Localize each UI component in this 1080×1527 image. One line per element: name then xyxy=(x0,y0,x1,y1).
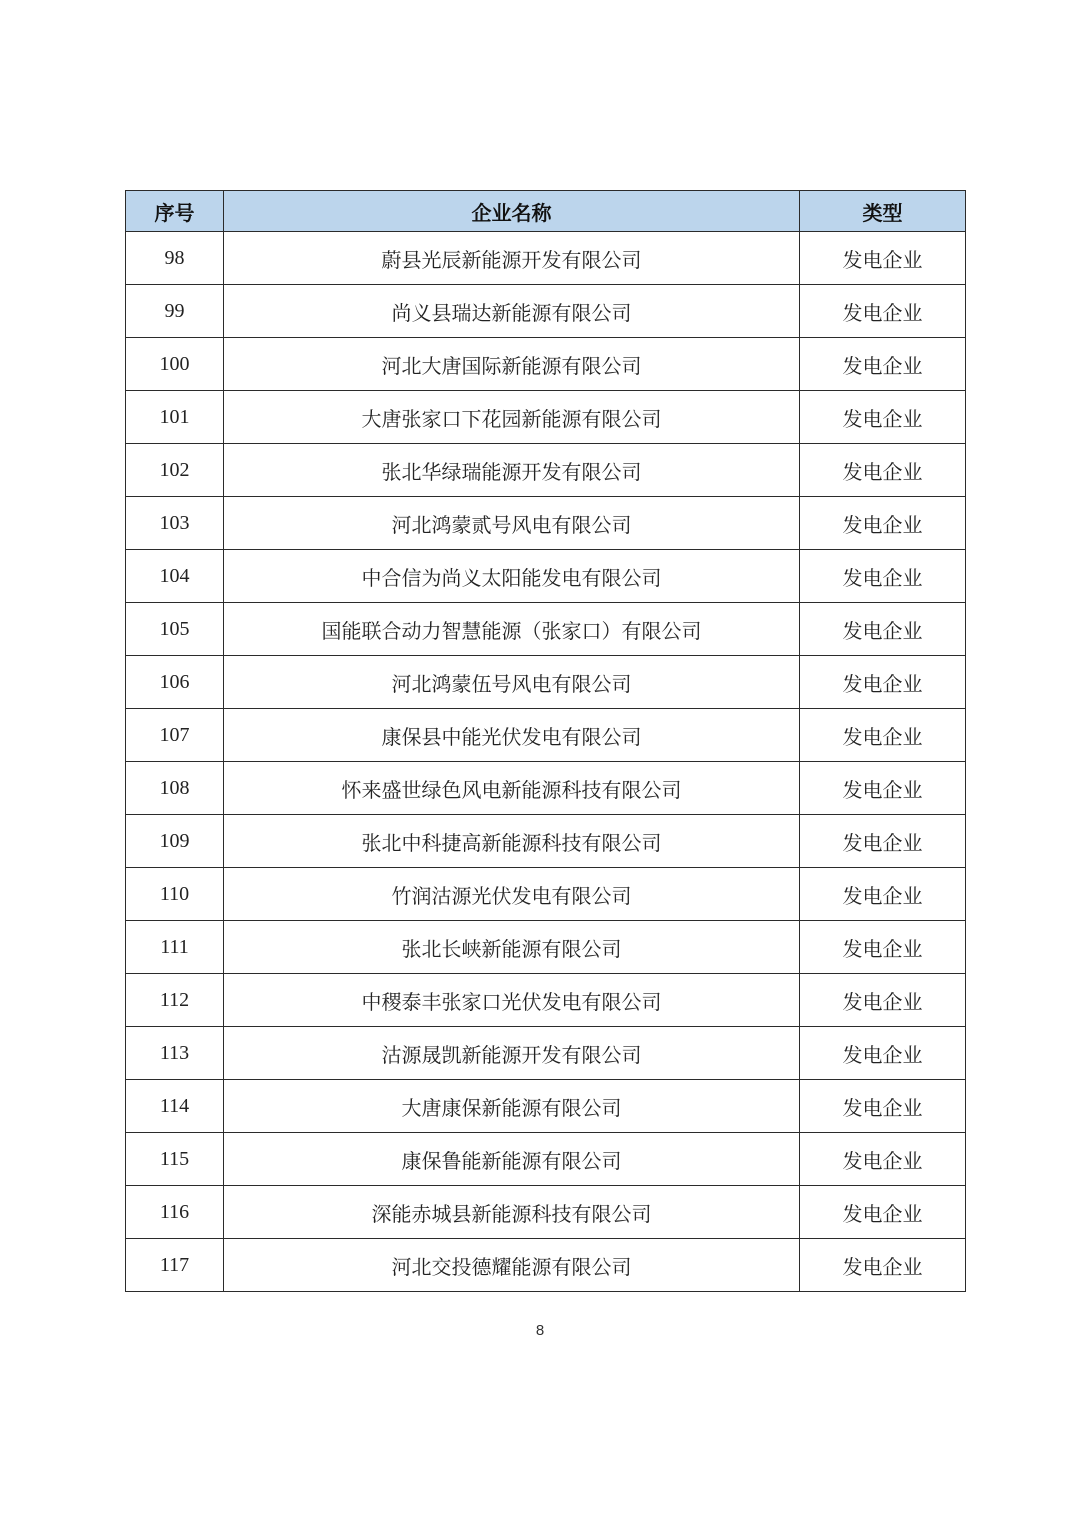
company-type: 发电企业 xyxy=(800,232,966,285)
enterprise-table xyxy=(125,190,966,1292)
table-row xyxy=(126,1133,966,1186)
row-number: 110 xyxy=(126,868,224,921)
table-row xyxy=(126,550,966,603)
company-name: 康保鲁能新能源有限公司 xyxy=(224,1133,800,1186)
company-type: 发电企业 xyxy=(800,1186,966,1239)
table-row xyxy=(126,444,966,497)
row-number: 111 xyxy=(126,921,224,974)
company-name: 康保县中能光伏发电有限公司 xyxy=(224,709,800,762)
company-name: 河北鸿蒙贰号风电有限公司 xyxy=(224,497,800,550)
company-name: 国能联合动力智慧能源（张家口）有限公司 xyxy=(224,603,800,656)
row-number: 99 xyxy=(126,285,224,338)
company-name: 张北中科捷高新能源科技有限公司 xyxy=(224,815,800,868)
company-type: 发电企业 xyxy=(800,868,966,921)
table-row xyxy=(126,815,966,868)
table-row xyxy=(126,338,966,391)
row-number: 108 xyxy=(126,762,224,815)
table-row xyxy=(126,762,966,815)
company-name: 深能赤城县新能源科技有限公司 xyxy=(224,1186,800,1239)
row-number: 109 xyxy=(126,815,224,868)
company-name: 中稷泰丰张家口光伏发电有限公司 xyxy=(224,974,800,1027)
table-row xyxy=(126,1027,966,1080)
row-number: 114 xyxy=(126,1080,224,1133)
company-name: 中合信为尚义太阳能发电有限公司 xyxy=(224,550,800,603)
company-name: 大唐张家口下花园新能源有限公司 xyxy=(224,391,800,444)
company-name: 河北大唐国际新能源有限公司 xyxy=(224,338,800,391)
header-no: 序号 xyxy=(126,191,224,232)
row-number: 101 xyxy=(126,391,224,444)
row-number: 104 xyxy=(126,550,224,603)
company-type: 发电企业 xyxy=(800,656,966,709)
company-type: 发电企业 xyxy=(800,391,966,444)
table-row xyxy=(126,921,966,974)
company-type: 发电企业 xyxy=(800,762,966,815)
company-type: 发电企业 xyxy=(800,1133,966,1186)
company-name: 蔚县光辰新能源开发有限公司 xyxy=(224,232,800,285)
table-row xyxy=(126,709,966,762)
table-row xyxy=(126,1186,966,1239)
table-row xyxy=(126,1080,966,1133)
page-number: 8 xyxy=(535,1322,545,1339)
company-type: 发电企业 xyxy=(800,550,966,603)
company-name: 尚义县瑞达新能源有限公司 xyxy=(224,285,800,338)
company-type: 发电企业 xyxy=(800,709,966,762)
table-row xyxy=(126,974,966,1027)
company-name: 河北交投德耀能源有限公司 xyxy=(224,1239,800,1292)
table-header xyxy=(126,191,966,232)
company-name: 张北长峡新能源有限公司 xyxy=(224,921,800,974)
company-type: 发电企业 xyxy=(800,1239,966,1292)
row-number: 105 xyxy=(126,603,224,656)
table-row xyxy=(126,603,966,656)
table-row xyxy=(126,232,966,285)
table-row xyxy=(126,1239,966,1292)
table-row xyxy=(126,391,966,444)
company-type: 发电企业 xyxy=(800,1080,966,1133)
company-type: 发电企业 xyxy=(800,444,966,497)
row-number: 102 xyxy=(126,444,224,497)
company-type: 发电企业 xyxy=(800,338,966,391)
row-number: 103 xyxy=(126,497,224,550)
row-number: 106 xyxy=(126,656,224,709)
header-name: 企业名称 xyxy=(224,191,800,232)
header-type: 类型 xyxy=(800,191,966,232)
company-name: 河北鸿蒙伍号风电有限公司 xyxy=(224,656,800,709)
table-body xyxy=(126,232,966,1292)
company-type: 发电企业 xyxy=(800,974,966,1027)
company-type: 发电企业 xyxy=(800,815,966,868)
company-type: 发电企业 xyxy=(800,497,966,550)
row-number: 116 xyxy=(126,1186,224,1239)
company-type: 发电企业 xyxy=(800,921,966,974)
table-row xyxy=(126,497,966,550)
table-row xyxy=(126,656,966,709)
company-name: 张北华绿瑞能源开发有限公司 xyxy=(224,444,800,497)
row-number: 98 xyxy=(126,232,224,285)
row-number: 112 xyxy=(126,974,224,1027)
company-name: 怀来盛世绿色风电新能源科技有限公司 xyxy=(224,762,800,815)
row-number: 117 xyxy=(126,1239,224,1292)
row-number: 107 xyxy=(126,709,224,762)
row-number: 100 xyxy=(126,338,224,391)
company-type: 发电企业 xyxy=(800,285,966,338)
company-type: 发电企业 xyxy=(800,603,966,656)
row-number: 115 xyxy=(126,1133,224,1186)
company-type: 发电企业 xyxy=(800,1027,966,1080)
table-header-row xyxy=(126,191,966,232)
table-row xyxy=(126,285,966,338)
company-name: 大唐康保新能源有限公司 xyxy=(224,1080,800,1133)
company-name: 竹润沽源光伏发电有限公司 xyxy=(224,868,800,921)
row-number: 113 xyxy=(126,1027,224,1080)
table-row xyxy=(126,868,966,921)
company-name: 沽源晟凯新能源开发有限公司 xyxy=(224,1027,800,1080)
